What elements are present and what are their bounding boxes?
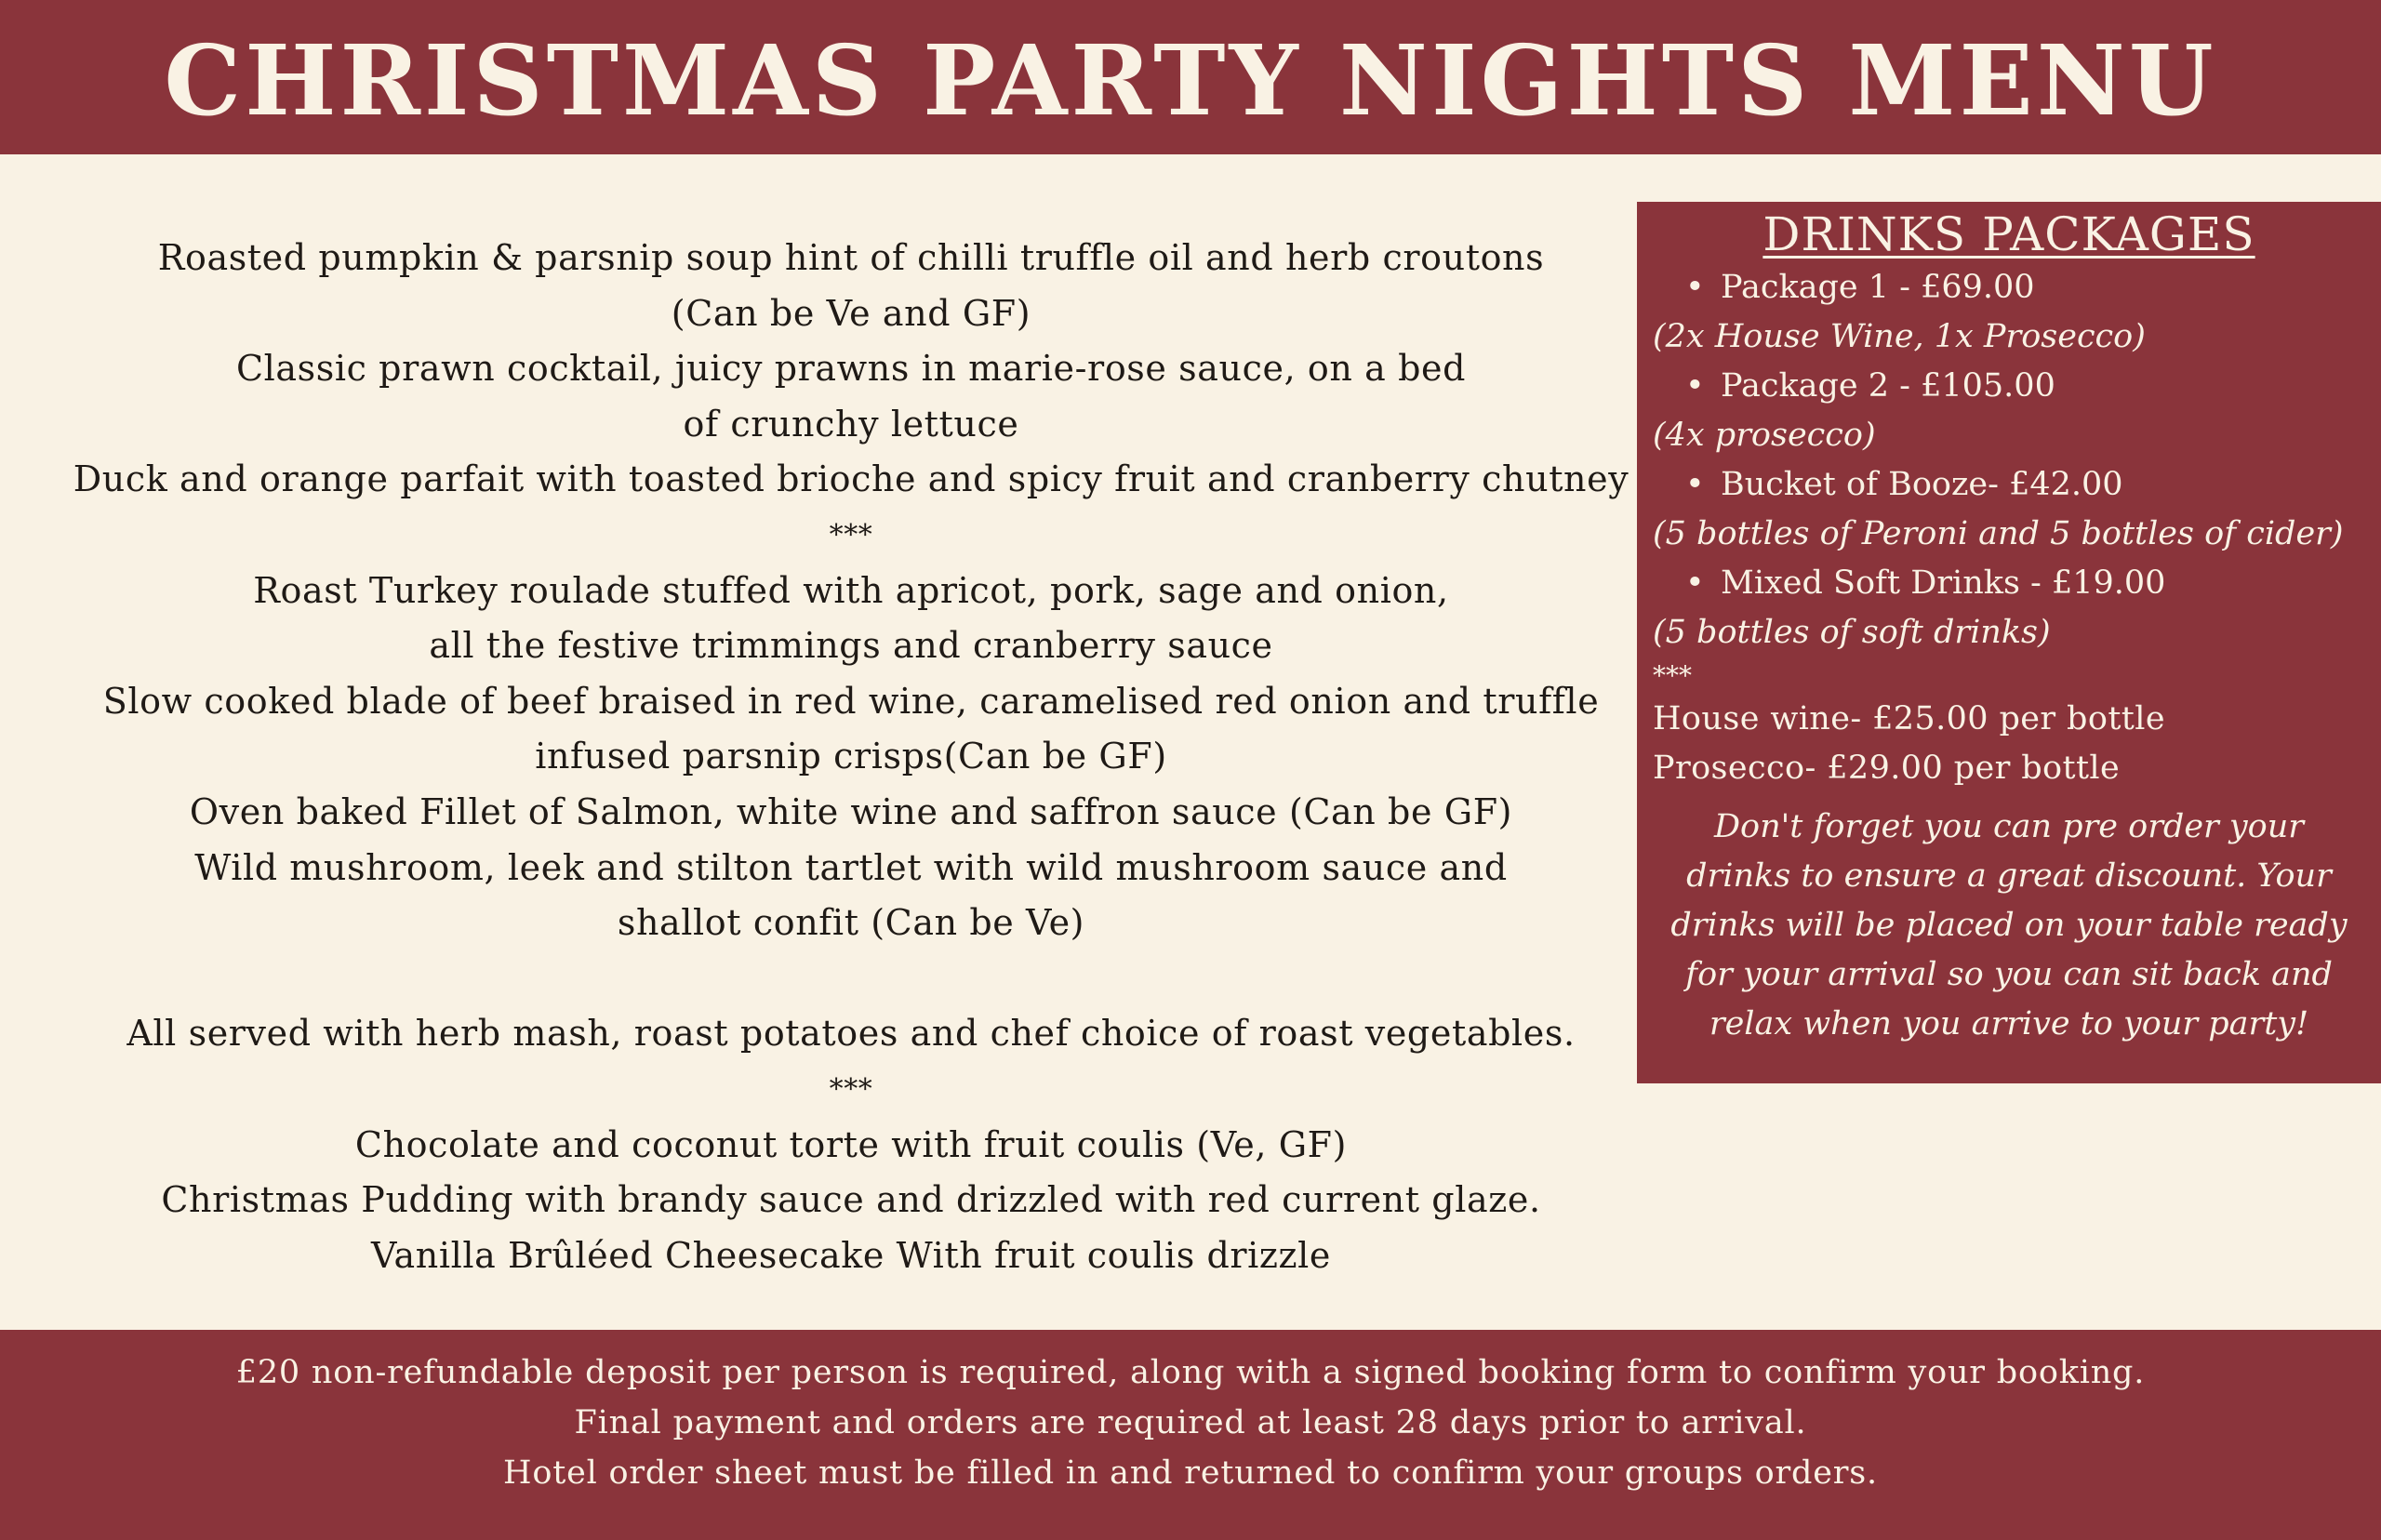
promo-line: relax when you arrive to your party! bbox=[1709, 1005, 2309, 1042]
drinks-price-house-wine: House wine- £25.00 per bottle bbox=[1653, 700, 2165, 737]
menu-blank-line bbox=[56, 951, 1646, 1007]
drinks-package-note: (4x prosecco) bbox=[1653, 417, 1876, 454]
drinks-package-note: (5 bottles of soft drinks) bbox=[1653, 614, 2051, 651]
drinks-package-note: (2x House Wine, 1x Prosecco) bbox=[1653, 318, 2146, 355]
menu-line-dessert-pudding: Christmas Pudding with brandy sauce and drizzled with red current glaze. bbox=[161, 1179, 1541, 1221]
drinks-package-note: (5 bottles of Peroni and 5 bottles of cider) bbox=[1653, 515, 2344, 552]
footer-line-deposit: £20 non-refundable deposit per person is required, along with a signed booking form to confirm your booking. bbox=[235, 1354, 2146, 1391]
drinks-title: DRINKS PACKAGES bbox=[1762, 207, 2255, 261]
bullet-icon: • bbox=[1685, 564, 1705, 602]
drinks-package-label: Bucket of Booze- £42.00 bbox=[1721, 466, 2123, 503]
menu-line-main-salmon: Oven baked Fillet of Salmon, white wine and saffron sauce (Can be GF) bbox=[189, 790, 1513, 832]
menu-line-main-turkey: Roast Turkey roulade stuffed with apricot, pork, sage and onion, bbox=[253, 569, 1449, 611]
page-title: CHRISTMAS PARTY NIGHTS MENU bbox=[164, 23, 2217, 138]
drinks-package-label: Mixed Soft Drinks - £19.00 bbox=[1721, 564, 2166, 602]
menu-separator: *** bbox=[829, 518, 873, 551]
footer-line-payment: Final payment and orders are required at least 28 days prior to arrival. bbox=[574, 1404, 1807, 1441]
menu-line-main-turkey-cont: all the festive trimmings and cranberry sauce bbox=[429, 625, 1273, 667]
promo-line: for your arrival so you can sit back and bbox=[1685, 956, 2333, 993]
footer-banner bbox=[0, 1330, 2381, 1540]
menu-line-dessert-cheesecake: Vanilla Brûléed Cheesecake With fruit coulis drizzle bbox=[370, 1234, 1332, 1276]
drinks-package-item bbox=[1637, 460, 2381, 510]
drinks-package-item bbox=[1637, 559, 2381, 608]
menu-line-main-tartlet: Wild mushroom, leek and stilton tartlet with wild mushroom sauce and bbox=[194, 846, 1508, 888]
drinks-price-prosecco: Prosecco- £29.00 per bottle bbox=[1653, 750, 2121, 787]
drinks-package-item bbox=[1637, 362, 2381, 411]
promo-line: drinks will be placed on your table ready bbox=[1670, 907, 2348, 944]
menu-line-starter-prawn-cont: of crunchy lettuce bbox=[683, 403, 1019, 445]
drinks-package-item bbox=[1637, 263, 2381, 312]
menu-line-starter-soup-note: (Can be Ve and GF) bbox=[671, 292, 1031, 334]
menu-line-main-beef-cont: infused parsnip crisps(Can be GF) bbox=[535, 736, 1167, 777]
drinks-panel bbox=[1637, 202, 2381, 1083]
drinks-package-label: Package 2 - £105.00 bbox=[1721, 367, 2055, 405]
menu-separator: *** bbox=[829, 1072, 873, 1106]
drinks-package-label: Package 1 - £69.00 bbox=[1721, 269, 2035, 306]
drinks-promo-text bbox=[1637, 803, 2381, 1049]
menu-line-starter-prawn: Classic prawn cocktail, juicy prawns in marie-rose sauce, on a bed bbox=[235, 348, 1467, 390]
promo-line: Don't forget you can pre order your bbox=[1713, 808, 2305, 845]
drinks-separator: *** bbox=[1653, 660, 1692, 691]
menu-line-starter-soup: Roasted pumpkin & parsnip soup hint of chilli truffle oil and herb croutons bbox=[157, 237, 1545, 278]
menu-line-main-beef: Slow cooked blade of beef braised in red wine, caramelised red onion and truffle bbox=[102, 680, 1600, 722]
food-menu bbox=[56, 231, 1646, 1283]
menu-line-dessert-torte: Chocolate and coconut torte with fruit coulis (Ve, GF) bbox=[354, 1123, 1348, 1165]
footer-line-order-sheet: Hotel order sheet must be filled in and returned to confirm your groups orders. bbox=[503, 1454, 1878, 1492]
promo-line: drinks to ensure a great discount. Your bbox=[1686, 857, 2332, 895]
menu-line-main-tartlet-cont: shallot confit (Can be Ve) bbox=[617, 902, 1085, 944]
bullet-icon: • bbox=[1685, 367, 1705, 405]
header-banner bbox=[0, 0, 2381, 154]
menu-line-sides: All served with herb mash, roast potatoes and chef choice of roast vegetables. bbox=[126, 1013, 1576, 1055]
bullet-icon: • bbox=[1685, 466, 1705, 503]
menu-line-starter-duck: Duck and orange parfait with toasted brioche and spicy fruit and cranberry chutney bbox=[73, 458, 1629, 500]
bullet-icon: • bbox=[1685, 269, 1705, 306]
